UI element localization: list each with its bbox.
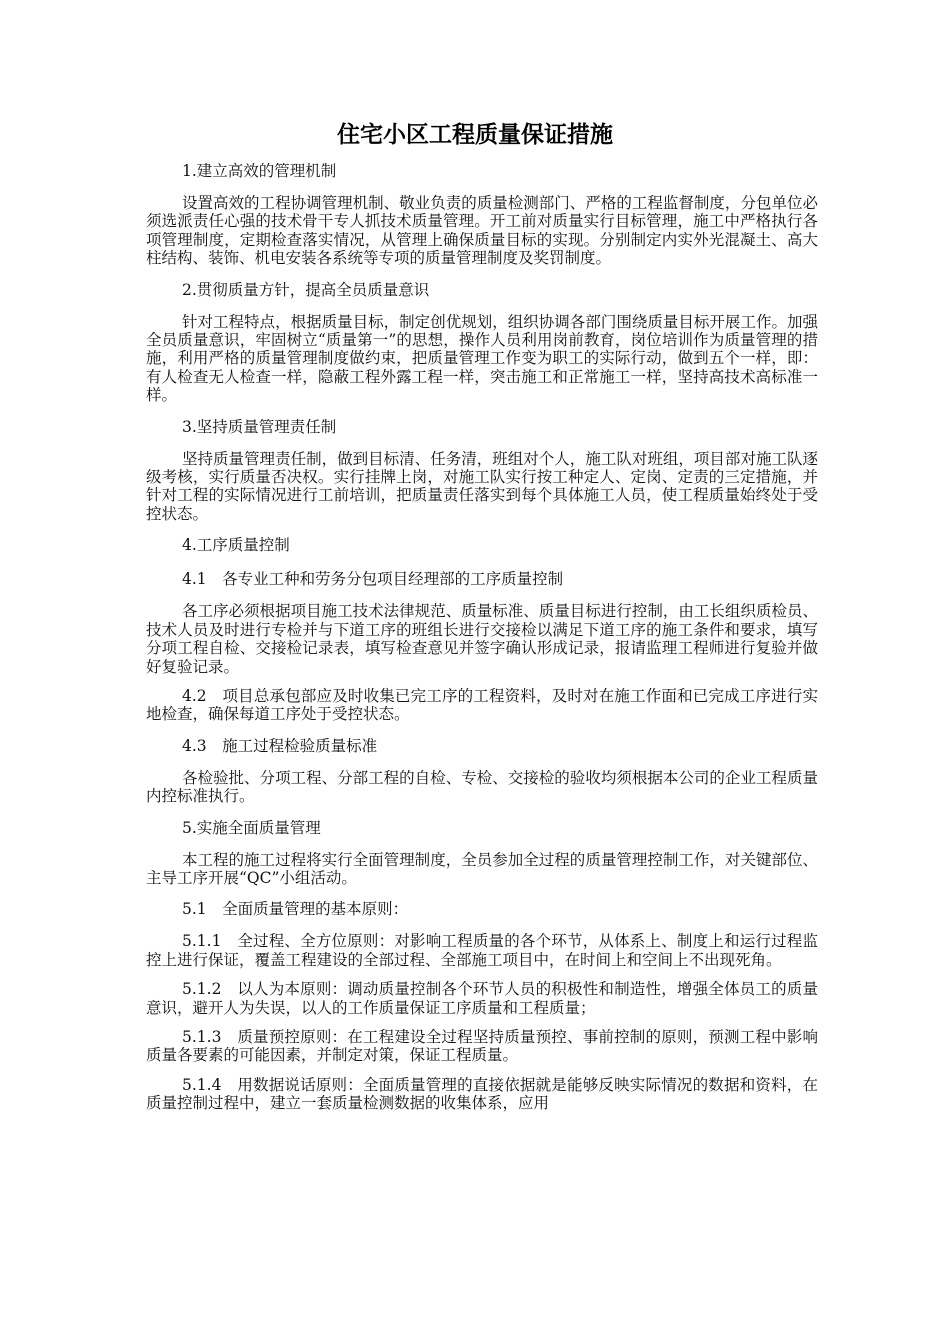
section-heading: 3.坚持质量管理责任制	[182, 417, 337, 436]
section-heading: 2.贯彻质量方针，提高全员质量意识	[182, 280, 430, 299]
section-heading: 4.1 各专业工种和劳务分包项目经理部的工序质量控制	[182, 570, 564, 589]
body-paragraph: 5.1.1 全过程、全方位原则：对影响工程质量的各个环节，从体系上、制度上和运行过程监控上进行保证，覆盖工程建设的全部过程、全部施工项目中，在时间上和空间上不出现死角。	[146, 932, 818, 969]
section-heading: 1.建立高效的管理机制	[182, 162, 337, 180]
body-paragraph: 5.1.3 质量预控原则：在工程建设全过程坚持质量预控、事前控制的原则，预测工程中影响质量各要素的可能因素，并制定对策，保证工程质量。	[146, 1027, 818, 1065]
body-paragraph: 坚持质量管理责任制，做到目标清、任务清，班组对个人，施工队对班组，项目部对施工队逐级考核，实行质量否决权。实行挂牌上岗，对施工队实行按工种定人、定岗、定责的三定措施，并针对工程的实际情况进行工前培训，把质量责任落实到每个具体施工人员，使工程质量始终处于受控状态。	[146, 449, 818, 523]
section-heading: 4.工序质量控制	[182, 536, 290, 555]
body-paragraph: 5.1.4 用数据说话原则：全面质量管理的直接依据就是能够反映实际情况的数据和资料，在质量控制过程中，建立一套质量检测数据的收集体系，应用	[146, 1075, 818, 1113]
body-paragraph: 设置高效的工程协调管理机制、敬业负责的质量检测部门、严格的工程监督制度，分包单位必须选派责任心强的技术骨干专人抓技术质量管理。开工前对质量实行目标管理，施工中严格执行各项管理制度，定期检查落实情况，从管理上确保质量目标的实现。分别制定内实外光混凝土、高大柱结构、装饰、机电安装各系统等专项的质量管理制度及奖罚制度。	[146, 194, 818, 268]
body-paragraph: 4.2 项目总承包部应及时收集已完工序的工程资料，及时对在施工作面和已完成工序进行实地检查，确保每道工序处于受控状态。	[146, 686, 818, 724]
section-heading: 4.3 施工过程检验质量标准	[182, 736, 378, 755]
section-heading: 5.1 全面质量管理的基本原则：	[182, 900, 409, 919]
body-paragraph: 5.1.2 以人为本原则：调动质量控制各个环节人员的积极性和制造性，增强全体员工的质量意识，避开人为失误，以人的工作质量保证工序质量和工程质量；	[146, 980, 818, 1017]
body-paragraph: 各工序必须根据项目施工技术法律规范、质量标准、质量目标进行控制，由工长组织质检员、技术人员及时进行专检并与下道工序的班组长进行交接检以满足下道工序的施工条件和要求，填写分项工程自检、交接检记录表，填写检查意见并签字确认形成记录，报请监理工程师进行复验并做好复验记录。	[146, 602, 818, 676]
section-heading: 5.实施全面质量管理	[182, 818, 321, 837]
body-paragraph: 针对工程特点，根据质量目标，制定创优规划，组织协调各部门围绕质量目标开展工作。加强全员质量意识，牢固树立“质量第一”的思想，操作人员利用岗前教育，岗位培训作为质量管理的措施，利用严格的质量管理制度做约束，把质量管理工作变为职工的实际行动，做到五个一样，即：有人检查无人检查一样，隐蔽工程外露工程一样，突击施工和正常施工一样，坚持高技术高标准一样。	[146, 312, 818, 405]
body-paragraph: 本工程的施工过程将实行全面管理制度，全员参加全过程的质量管理控制工作，对关键部位、主导工序开展“QC”小组活动。	[146, 850, 818, 887]
document-body	[146, 160, 818, 1124]
body-paragraph: 各检验批、分项工程、分部工程的自检、专检、交接检的验收均须根据本公司的企业工程质量内控标准执行。	[146, 768, 818, 806]
document-title: 住宅小区工程质量保证措施	[337, 122, 613, 148]
